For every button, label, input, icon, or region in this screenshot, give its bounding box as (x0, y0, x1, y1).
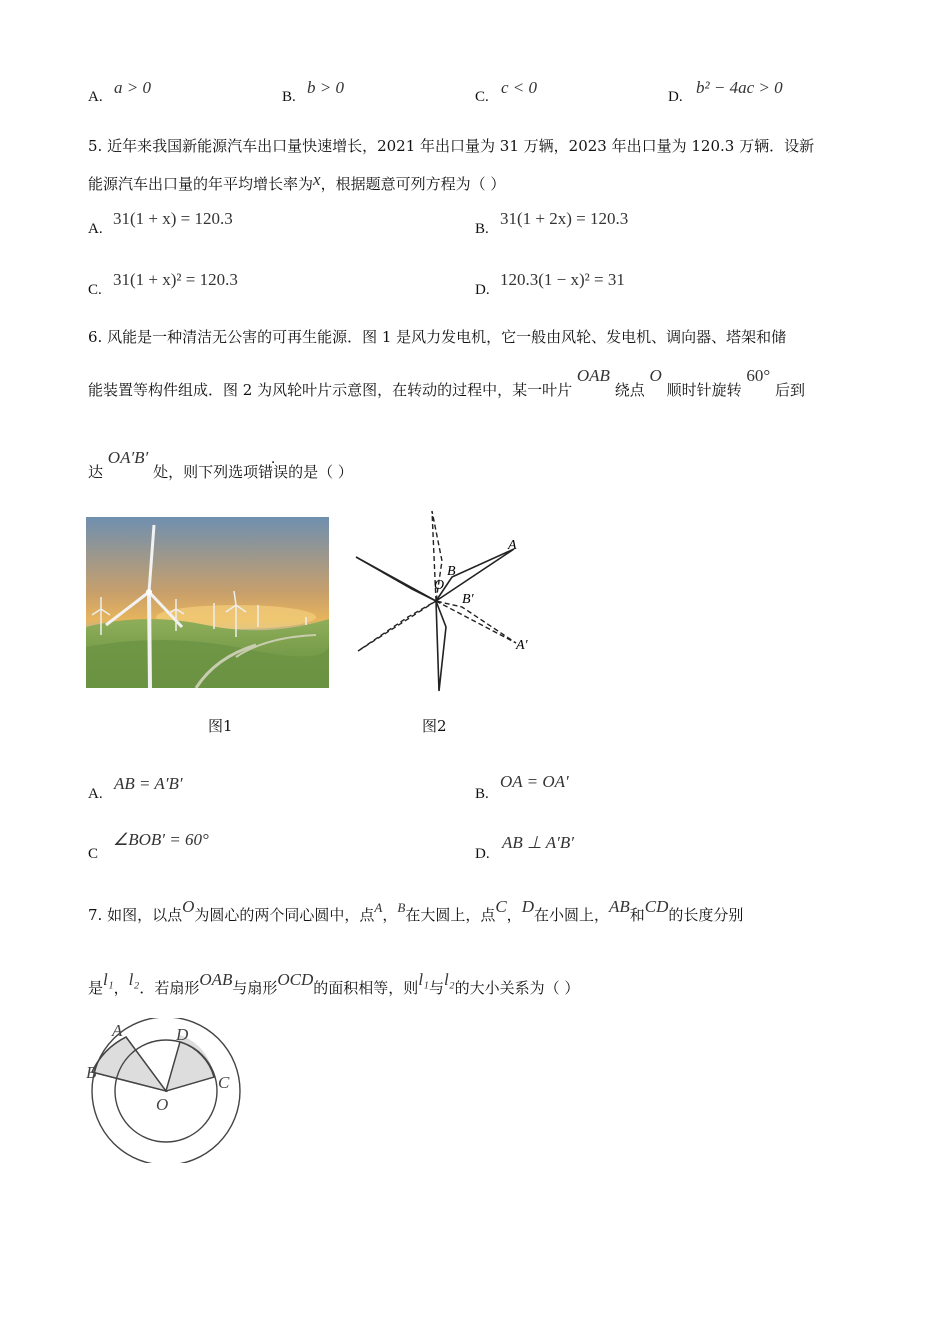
fig3-label-o: O (156, 1095, 169, 1114)
q6-option-d-expr: AB ⊥ A′B′ (502, 833, 574, 852)
q4-option-d-label: D. (668, 89, 683, 105)
q6-line2-c: 顺时针旋转 (666, 381, 742, 399)
q6-line2-a: 能装置等构件组成．图 2 为风轮叶片示意图，在转动的过程中，某一叶片 (88, 381, 573, 399)
q5-option-c-expr: 31(1 + x)² = 120.3 (113, 270, 238, 289)
q7-line2-c: 与扇形 (232, 979, 278, 997)
q5-stem-line1: 5. 近年来我国新能源汽车出口量快速增长，2021 年出口量为 31 万辆，2023 年出口量为 120.3 万辆．设新 (88, 137, 815, 155)
q5-option-d-expr: 120.3(1 − x)² = 31 (500, 270, 625, 289)
q6-line3-b: 处，则下列选项 (153, 463, 259, 481)
q7-line2-d: 的面积相等，则 (313, 979, 419, 997)
q7-sector-ocd: OCD (277, 970, 314, 989)
q7-he: 和 (629, 906, 645, 924)
q7-stem-line1 (88, 897, 878, 926)
q6-line2-d: 后到 (774, 381, 805, 399)
q7-line1-b: 为圆心的两个同心圆中，点 (194, 906, 375, 924)
q5-stem-line2-a: 能源汽车出口量的年平均增长率为 (88, 175, 314, 193)
q6-line3-c: 的是（ ） (288, 463, 353, 481)
q7-sector-oab: OAB (199, 970, 233, 989)
q6-option-d-label: D. (475, 846, 490, 862)
q6-option-a-label: A. (88, 786, 103, 802)
q7-arc-ab: AB (608, 897, 630, 916)
fig2-label-b: B (447, 564, 456, 579)
q7-line1-e: 的长度分别 (668, 906, 744, 924)
q6-deg: 60° (746, 366, 771, 385)
fig2-label-bp: B′ (462, 592, 474, 607)
q7-point-d: D (521, 897, 534, 916)
q7-l1-b: l₁ (418, 970, 429, 989)
fig1-caption: 图1 (208, 717, 233, 735)
fig3-label-c: C (218, 1073, 230, 1092)
fig3-label-a: A (112, 1021, 123, 1040)
q5-stem-line2 (88, 170, 506, 194)
wind-turbine-photo (86, 517, 329, 688)
q7-line2-a: 是 (88, 979, 104, 997)
q5-option-b-label: B. (475, 221, 489, 237)
q5-option-c-label: C. (88, 282, 102, 298)
fig2-label-o: O (434, 578, 445, 593)
q7-l1: l₁ (103, 970, 114, 989)
q5-option-d-label: D. (475, 282, 490, 298)
q6-line2-b: 绕点 (614, 381, 645, 399)
q7-line2-e: 的大小关系为（ ） (454, 979, 580, 997)
q7-yu: 与 (428, 979, 444, 997)
fig2-label-ap: A′ (516, 638, 528, 653)
concentric-circles-diagram (84, 1018, 244, 1163)
q5-option-a-label: A. (88, 221, 103, 237)
q4-option-c-expr: c < 0 (501, 78, 538, 97)
q6-point-o: O (649, 366, 662, 385)
q5-option-a-expr: 31(1 + x) = 120.3 (113, 209, 233, 228)
q7-sep-1: ， (382, 906, 398, 924)
fig2-label-a: A (508, 538, 517, 553)
q7-line1-c: 在大圆上，点 (405, 906, 496, 924)
q6-emphasis: 错误 (258, 463, 289, 481)
q7-stem-line2 (88, 970, 580, 998)
q4-option-c-label: C. (475, 89, 489, 105)
q6-stem-line1: 6. 风能是一种清洁无公害的可再生能源．图 1 是风力发电机，它一般由风轮、发电机、调向器、塔架和储 (88, 328, 787, 346)
q6-line3-a: 达 (88, 463, 104, 481)
q5-var-x: x (313, 170, 321, 189)
q5-stem-line2-b: ，根据题意可列方程为（ ） (320, 175, 506, 193)
q7-l2: l₂ (128, 970, 140, 989)
q6-option-c-expr: ∠BOB′ = 60° (113, 830, 209, 849)
fig3-label-d: D (176, 1025, 189, 1044)
q7-line2-b: ．若扇形 (139, 979, 200, 997)
blade-oapbp (436, 601, 516, 643)
q4-option-d-expr: b² − 4ac > 0 (696, 78, 783, 97)
q6-option-b-label: B. (475, 786, 489, 802)
q7-sep-2: ， (506, 906, 522, 924)
q6-option-b-expr: OA = OA′ (500, 772, 569, 791)
q4-option-a-expr: a > 0 (114, 78, 151, 97)
q7-line1-d: 在小圆上， (533, 906, 609, 924)
q7-point-a: A (374, 900, 383, 915)
q6-option-c-label: C (88, 846, 99, 862)
q7-point-o: O (182, 897, 195, 916)
q6-oapbp: OA′B′ (107, 448, 149, 467)
q6-stem-line2 (88, 366, 868, 400)
fig3-label-b: B (86, 1063, 97, 1082)
q7-point-c: C (495, 897, 507, 916)
q7-l2-b: l₂ (443, 970, 455, 989)
q4-option-a-label: A. (88, 89, 103, 105)
q4-option-b-expr: b > 0 (307, 78, 344, 97)
q7-arc-cd: CD (644, 897, 669, 916)
blade-diagram (350, 505, 540, 695)
q5-option-b-expr: 31(1 + 2x) = 120.3 (500, 209, 629, 228)
fig2-caption: 图2 (422, 717, 447, 735)
q6-oab: OAB (576, 366, 610, 385)
q4-option-b-label: B. (282, 89, 296, 105)
q7-point-b: B (397, 900, 406, 915)
q7-line1-a: 7. 如图，以点 (88, 906, 183, 924)
q6-stem-line3 (88, 448, 353, 482)
q6-option-a-expr: AB = A′B′ (114, 774, 183, 793)
q7-sep-3: ， (113, 979, 129, 997)
